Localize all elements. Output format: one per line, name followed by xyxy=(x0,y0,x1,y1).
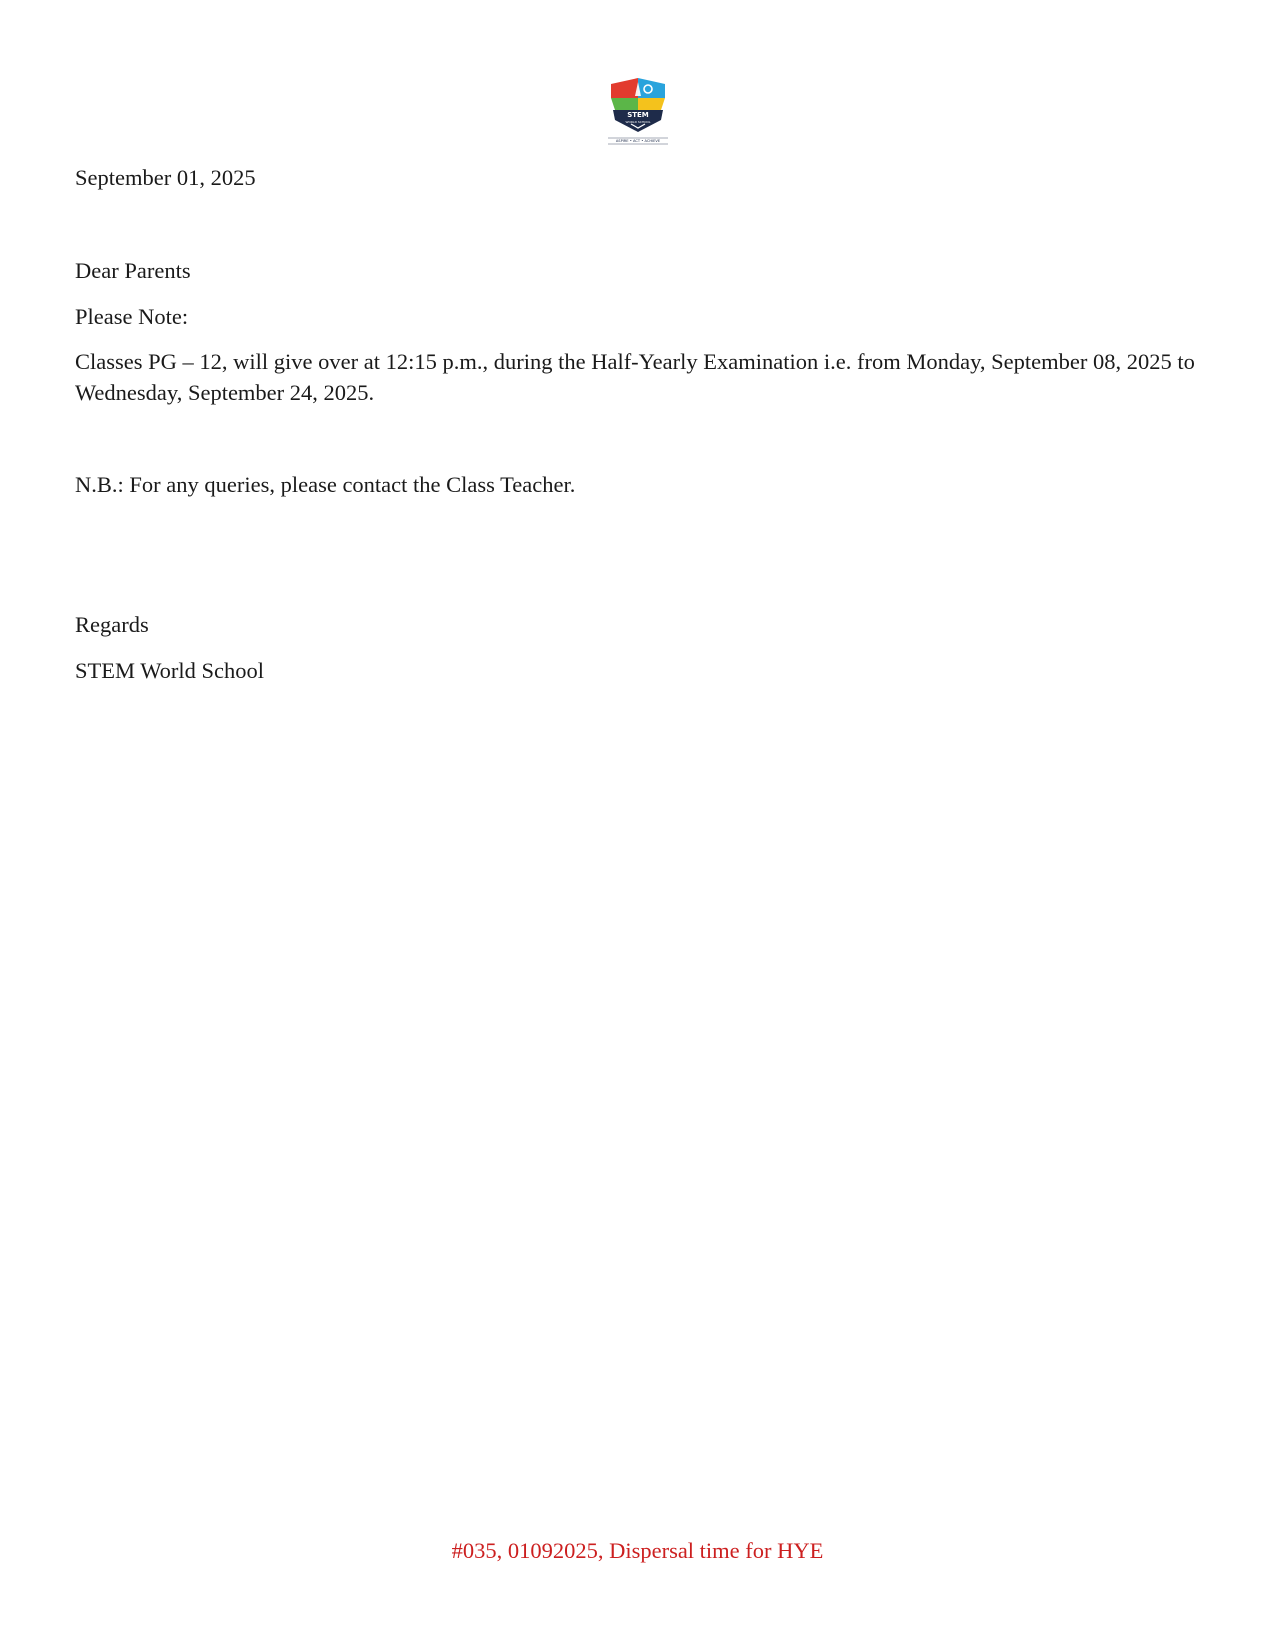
logo-red-quadrant xyxy=(611,78,638,98)
logo-subtitle: WORLD SCHOOL xyxy=(625,120,651,124)
logo-green-quadrant xyxy=(611,98,638,110)
letter-date: September 01, 2025 xyxy=(75,165,256,190)
school-logo xyxy=(605,74,671,146)
nb-note: N.B.: For any queries, please contact the Class Teacher. xyxy=(75,472,576,497)
logo-wordmark: STEM xyxy=(627,111,649,119)
closing: Regards xyxy=(75,612,149,637)
footer-reference: #035, 01092025, Dispersal time for HYE xyxy=(451,1538,824,1563)
note-label: Please Note: xyxy=(75,304,189,329)
salutation: Dear Parents xyxy=(75,258,191,283)
signature: STEM World School xyxy=(75,658,265,683)
body-paragraph: Classes PG – 12, will give over at 12:15 p.m., during the Half-Yearly Examination i.e. from Monday, September 08, 2025 to Wednesday, September 24, 2025. xyxy=(75,349,1195,405)
logo-yellow-quadrant xyxy=(638,98,665,110)
logo-motto: ASPIRE • ACT • ACHIEVE xyxy=(615,139,661,143)
